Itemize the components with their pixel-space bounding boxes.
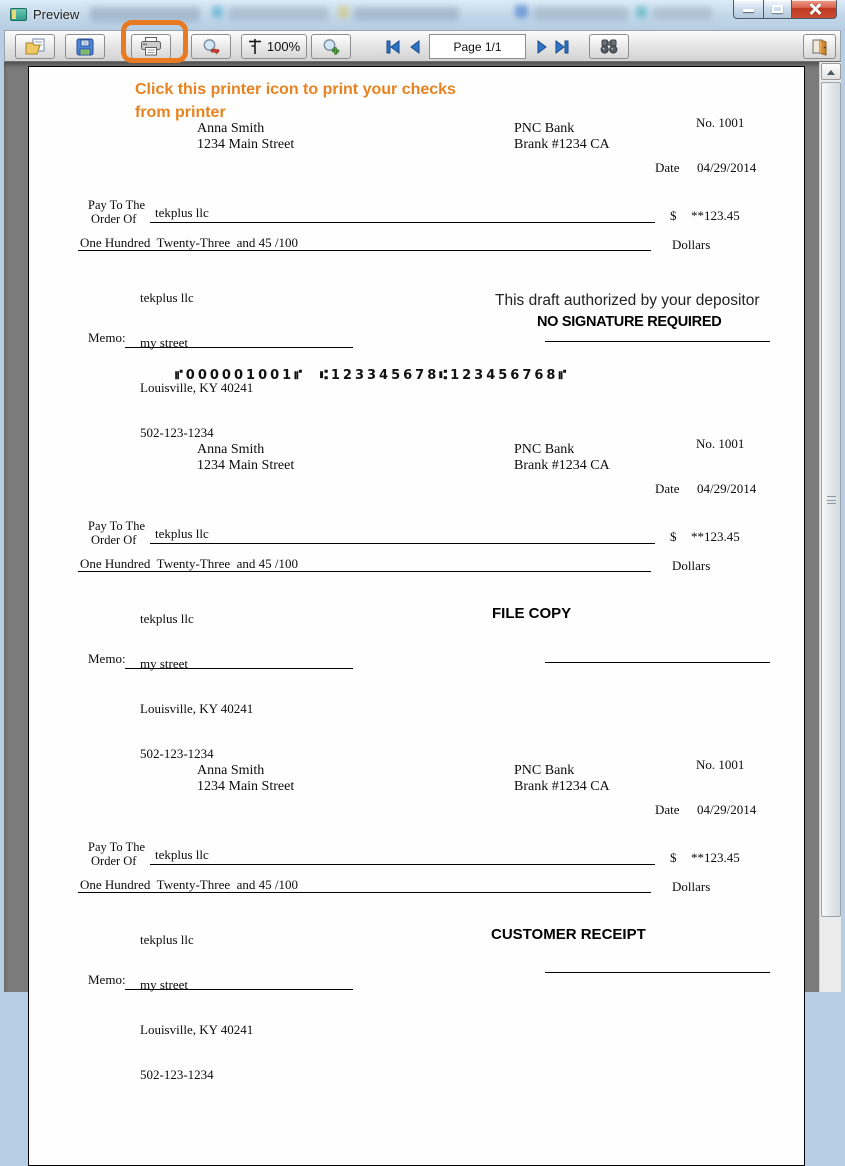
annotation-line-1: Click this printer icon to print your checks [135,81,456,98]
pay-to-label: Pay To The [88,840,145,854]
currency-symbol: $ [670,208,677,223]
date-label: Date [655,481,680,496]
check-number: No. 1001 [696,436,745,451]
first-page-button[interactable] [383,38,403,55]
payee-address-line: 502-123-1234 [140,425,214,440]
minimize-button[interactable] [733,0,763,19]
amount-numeric: **123.45 [691,208,740,223]
payee-address-line: 502-123-1234 [140,1067,214,1082]
background-blur-blob [636,6,647,18]
memo-line [125,989,353,990]
vertical-scrollbar[interactable] [819,62,841,992]
close-button[interactable] [791,0,837,19]
page-indicator[interactable] [429,34,526,59]
payee-address-line: tekplus llc [140,932,194,947]
bank-name: PNC Bank [514,442,575,457]
payee-address-line: tekplus llc [140,290,194,305]
background-blur-blob [515,5,528,18]
bank-name: PNC Bank [514,121,575,136]
document-page [28,66,805,1166]
amount-words-line [78,250,651,251]
scrollbar-thumb[interactable] [821,82,841,917]
bank-name: PNC Bank [514,763,575,778]
background-blur-blob [354,7,459,21]
print-button[interactable] [131,34,171,59]
amount-numeric: **123.45 [691,529,740,544]
zoom-out-button[interactable] [191,34,231,59]
payee-address-line: Louisville, KY 40241 [140,380,254,395]
check-original [29,115,804,440]
background-blur-blob [228,7,328,21]
order-of-label: Order Of [91,854,137,868]
payee-address-block [140,902,253,1112]
maximize-icon [772,5,783,13]
payee-address-line: my street [140,656,189,671]
memo-line [125,668,353,669]
maximize-button[interactable] [763,0,791,19]
zoom-level-button[interactable] [241,34,307,59]
payee-address-line: tekplus llc [140,611,194,626]
payer-name: Anna Smith [197,121,265,136]
dollars-label: Dollars [672,558,711,573]
window-controls [733,0,837,19]
payee-address-line: my street [140,335,189,350]
zoom-out-icon [202,38,221,56]
amount-numeric: **123.45 [691,850,740,865]
date-label: Date [655,160,680,175]
printer-icon [140,37,162,56]
window-title: Preview [33,7,80,22]
date-value: 04/29/2014 [697,802,757,817]
background-blur-blob [533,7,628,21]
payee-name: tekplus llc [155,847,209,862]
background-blur-blob [212,6,223,18]
signature-line [545,341,770,342]
last-page-icon [554,40,570,54]
no-signature-text: NO SIGNATURE REQUIRED [537,314,722,330]
dollars-label: Dollars [672,237,711,252]
app-icon [10,8,27,21]
payer-name: Anna Smith [197,763,265,778]
authorization-text: This draft authorized by your depositor [495,292,760,309]
order-of-label: Order Of [91,212,137,226]
save-button[interactable] [65,34,105,59]
scrollbar-grip-icon [827,496,836,504]
payee-line [150,222,655,223]
next-page-button[interactable] [532,38,552,55]
payee-address-line: my street [140,977,189,992]
zoom-level-value: 100% [266,39,301,54]
payer-address: 1234 Main Street [197,458,295,473]
check-number: No. 1001 [696,115,745,130]
background-blur-blob [90,7,200,22]
check-number: No. 1001 [696,757,745,772]
first-page-icon [385,40,401,54]
last-page-button[interactable] [552,38,572,55]
binoculars-icon [600,39,618,54]
bank-branch: Brank #1234 CA [514,458,610,473]
exit-preview-button[interactable] [803,34,836,59]
currency-symbol: $ [670,850,677,865]
date-value: 04/29/2014 [697,481,757,496]
payer-address: 1234 Main Street [197,779,295,794]
memo-label: Memo: [88,651,126,666]
copy-type-label: FILE COPY [492,605,572,622]
memo-label: Memo: [88,972,126,987]
minimize-icon [743,9,754,12]
zoom-in-button[interactable] [311,34,351,59]
payer-name: Anna Smith [197,442,265,457]
pay-to-label: Pay To The [88,198,145,212]
open-button[interactable] [15,34,55,59]
payee-line [150,543,655,544]
search-button[interactable] [589,34,629,59]
titlebar [0,0,845,30]
exit-door-icon [811,38,829,56]
previous-page-button[interactable] [405,38,425,55]
zoom-in-icon [322,38,341,56]
amount-in-words: One Hundred Twenty-Three and 45 /100 [80,235,298,250]
payee-address-line: Louisville, KY 40241 [140,1022,254,1037]
currency-symbol: $ [670,529,677,544]
open-folder-icon [25,38,46,55]
signature-line [545,972,770,973]
payee-address-line: 502-123-1234 [140,746,214,761]
order-of-label: Order Of [91,533,137,547]
memo-label: Memo: [88,330,126,345]
check-file-copy [29,436,804,761]
bank-branch: Brank #1234 CA [514,137,610,152]
page-indicator-text: Page 1/1 [453,39,502,54]
payee-name: tekplus llc [155,526,209,541]
save-floppy-icon [76,38,94,56]
micr-line: ⑈000001001⑈ ⑆123345678⑆123456768⑈ [175,368,570,383]
check-customer-receipt [29,757,804,1082]
payee-line [150,864,655,865]
date-value: 04/29/2014 [697,160,757,175]
annotation-line-2: from printer [135,104,226,121]
close-icon [809,3,821,15]
payer-address: 1234 Main Street [197,137,295,152]
date-label: Date [655,802,680,817]
scroll-up-button[interactable] [821,63,841,80]
bank-branch: Brank #1234 CA [514,779,610,794]
amount-words-line [78,571,651,572]
payee-address-line: Louisville, KY 40241 [140,701,254,716]
toolbar [4,30,841,62]
dollars-label: Dollars [672,879,711,894]
preview-canvas [4,62,841,1082]
pay-to-label: Pay To The [88,519,145,533]
memo-line [125,347,353,348]
background-blur-blob [652,7,712,20]
next-page-icon [536,40,548,54]
signature-line [545,662,770,663]
payee-name: tekplus llc [155,205,209,220]
previous-page-icon [409,40,421,54]
background-blur-blob [338,6,349,18]
amount-words-line [78,892,651,893]
copy-type-label: CUSTOMER RECEIPT [491,926,646,943]
amount-in-words: One Hundred Twenty-Three and 45 /100 [80,556,298,571]
amount-in-words: One Hundred Twenty-Three and 45 /100 [80,877,298,892]
actual-size-icon [248,38,263,55]
